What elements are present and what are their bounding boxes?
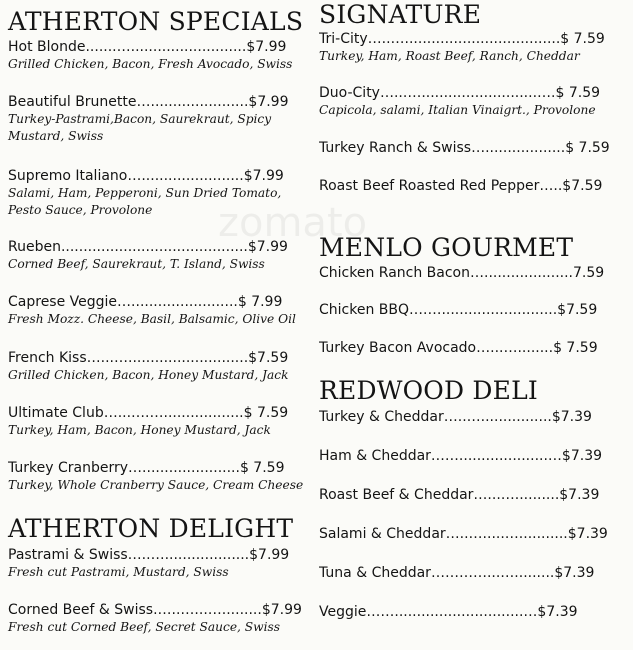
section-title-signature: SIGNATURE (319, 0, 482, 29)
menu-item-description: Turkey-Pastrami,Bacon, Saurekraut, Spicy Mustard, Swiss (8, 112, 272, 143)
menu-item-description: Salami, Ham, Pepperoni, Sun Dried Tomato, Pesto Sauce, Provolone (8, 186, 282, 217)
menu-item-description: Turkey, Whole Cranberry Sauce, Cream Cheese (8, 478, 304, 492)
menu-item-description: Turkey, Ham, Roast Beef, Ranch, Cheddar (319, 49, 580, 63)
menu-item-line: Turkey Ranch & Swiss…..................$ 7.59 (319, 140, 610, 156)
menu-item-description: Fresh cut Pastrami, Mustard, Swiss (8, 565, 229, 579)
menu-item-rueben (8, 238, 304, 273)
menu-item-chicken-ranch-bacon (319, 264, 621, 282)
menu-item-description: Fresh cut Corned Beef, Secret Sauce, Swiss (8, 620, 280, 634)
menu-item-line: Turkey Cranberry…......................$ 7.59 (8, 460, 285, 476)
section-title-atherton-delight: ATHERTON DELIGHT (8, 514, 294, 543)
menu-item-line: Duo-City…...…..........................….$ 7.59 (319, 85, 601, 101)
menu-item-hot-blonde (8, 38, 304, 73)
menu-item-veggie (319, 603, 621, 621)
menu-item-line: Roast Beef & Cheddar…...…..........$7.39 (319, 487, 600, 503)
menu-item-chicken-bbq (319, 301, 621, 319)
menu-item-tri-city (319, 30, 621, 65)
menu-item-caprese-veggie (8, 293, 304, 328)
menu-item-description: Turkey, Ham, Bacon, Honey Mustard, Jack (8, 423, 271, 437)
menu-item-line: Ham & Cheddar……....................…$7.39 (319, 448, 603, 464)
menu-item-description: Grilled Chicken, Bacon, Fresh Avocado, Swiss (8, 57, 293, 71)
section-title-redwood-deli: REDWOOD DELI (319, 376, 538, 405)
menu-item-line: Hot Blonde.......…..........................$7.99 (8, 39, 287, 55)
menu-item-line: Chicken BBQ….…..........................$7.59 (319, 302, 598, 318)
menu-item-duo-city (319, 84, 621, 119)
menu-item-line: Pastrami & Swiss…..…...................$7.99 (8, 547, 290, 563)
menu-item-ultimate-club (8, 404, 304, 439)
menu-item-roast-beef-red-pepper (319, 177, 621, 195)
menu-item-line: Supremo Italiano….......................$7.99 (8, 168, 284, 184)
menu-item-line: Turkey & Cheddar…..…................$7.39 (319, 409, 592, 425)
menu-item-roast-beef-cheddar (319, 486, 621, 504)
menu-item-description: Corned Beef, Saurekraut, T. Island, Swiss (8, 257, 265, 271)
menu-item-pastrami-swiss (8, 546, 304, 581)
menu-item-description: Capicola, salami, Italian Vinaigrt., Provolone (319, 103, 596, 117)
menu-item-tuna-cheddar (319, 564, 621, 582)
menu-item-line: Rueben..........................................$7.99 (8, 239, 288, 255)
menu-item-line: Veggie…….............................…$7.39 (319, 604, 578, 620)
menu-item-line: Chicken Ranch Bacon…....................7.59 (319, 265, 605, 281)
menu-item-line: Corned Beef & Swiss.…..…...….........$7.99 (8, 602, 302, 618)
section-title-menlo-gourmet: MENLO GOURMET (319, 233, 574, 262)
menu-item-corned-beef-swiss (8, 601, 304, 636)
menu-item-line: Salami & Cheddar…..….....…...........$7.39 (319, 526, 608, 542)
menu-item-french-kiss (8, 349, 304, 384)
menu-item-line: Ultimate Club…...….…..................$ 7.59 (8, 405, 289, 421)
menu-item-line: Tri-City…..…...................................$ 7.59 (319, 31, 605, 47)
watermark: zomato (218, 200, 368, 246)
menu-item-line: Roast Beef Roasted Red Pepper…..$7.59 (319, 178, 603, 194)
menu-item-turkey-cranberry (8, 459, 304, 494)
menu-item-supremo-italiano (8, 167, 304, 219)
menu-item-line: Turkey Bacon Avocado…...…........$ 7.59 (319, 340, 598, 356)
menu-item-line: Caprese Veggie…........................$ 7.99 (8, 294, 283, 310)
menu-item-turkey-ranch-swiss (319, 139, 621, 157)
menu-item-salami-cheddar (319, 525, 621, 543)
section-title-atherton-specials: ATHERTON SPECIALS (8, 7, 304, 36)
menu-item-turkey-bacon-avocado (319, 339, 621, 357)
menu-item-description: Grilled Chicken, Bacon, Honey Mustard, Jack (8, 368, 289, 382)
menu-item-description: Fresh Mozz. Cheese, Basil, Balsamic, Olive Oil (8, 312, 296, 326)
menu-item-beautiful-brunette (8, 93, 304, 145)
menu-item-turkey-cheddar (319, 408, 621, 426)
menu-item-line: Tuna & Cheddar…………...….........$7.39 (319, 565, 595, 581)
menu-item-ham-cheddar (319, 447, 621, 465)
menu-item-line: Beautiful Brunette…......................$7.99 (8, 94, 289, 110)
menu-item-line: French Kiss…...…...........................$7.59 (8, 350, 289, 366)
